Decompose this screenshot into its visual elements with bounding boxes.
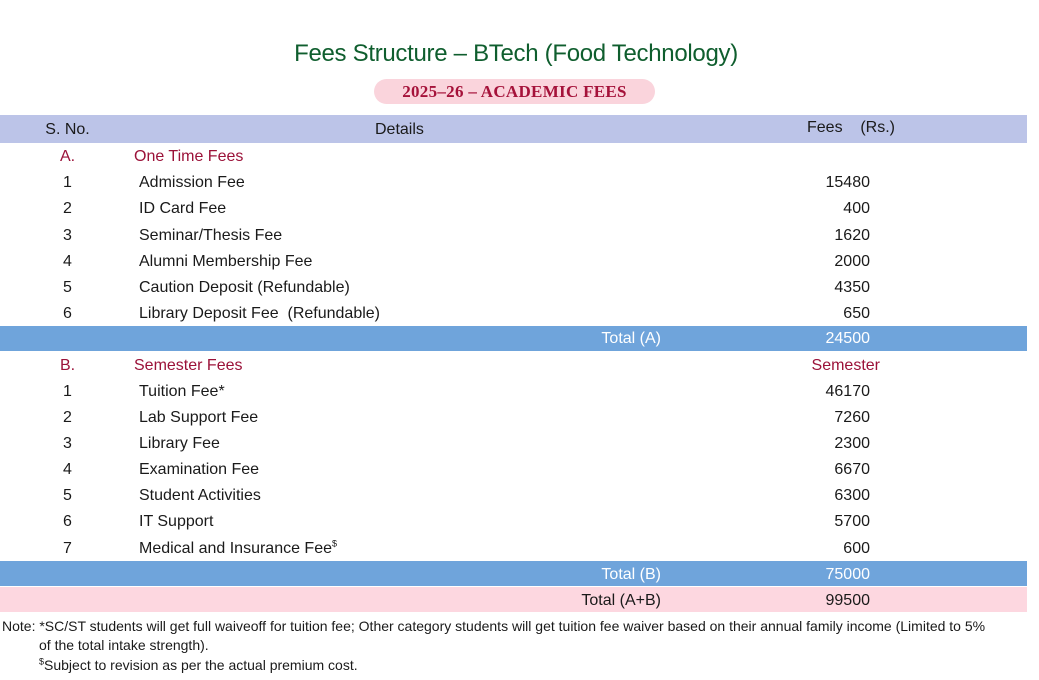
section-a-title: One Time Fees [134, 148, 244, 165]
total-b-band [0, 561, 1027, 586]
row-sno: 2 [63, 200, 72, 217]
grand-total-label: Total (A+B) [581, 592, 661, 609]
row-fee: 6300 [834, 487, 870, 504]
row-fee: 400 [843, 200, 870, 217]
row-details: Student Activities [139, 487, 261, 504]
row-details: IT Support [139, 513, 214, 530]
row-details-text: Medical and Insurance Fee [139, 540, 332, 557]
row-fee: 1620 [834, 227, 870, 244]
row-details: Caution Deposit (Refundable) [139, 279, 350, 296]
row-sno: 3 [63, 435, 72, 452]
row-details: Admission Fee [139, 174, 245, 191]
row-details: ID Card Fee [139, 200, 227, 217]
note-line-3 [39, 657, 358, 673]
row-fee: 6670 [834, 461, 870, 478]
section-b-label: B. [59, 357, 76, 374]
row-sno: 1 [63, 383, 72, 400]
total-b-label: Total (B) [601, 566, 661, 583]
row-fee: 600 [843, 540, 870, 557]
row-fee: 2000 [834, 253, 870, 270]
row-sno: 2 [63, 409, 72, 426]
page-title: Fees Structure – BTech (Food Technology) [294, 40, 738, 67]
grand-total-value: 99500 [825, 592, 870, 609]
row-details: Lab Support Fee [139, 409, 259, 426]
row-details [139, 540, 337, 558]
row-details: Alumni Membership Fee [139, 253, 313, 270]
note-line-1: Note: *SC/ST students will get full waiveoff for tuition fee; Other category students will get tuition fee waiver based on their annual family income (Limited to 5% [2, 618, 986, 634]
row-details: Seminar/Thesis Fee [139, 227, 283, 244]
header-fees: Fees (Rs.) [807, 119, 896, 136]
row-fee: 5700 [834, 513, 870, 530]
row-fee: 15480 [825, 174, 870, 191]
section-b-column-label: Semester [811, 357, 880, 374]
section-b-title: Semester Fees [134, 357, 243, 374]
section-a-label: A. [59, 148, 76, 165]
row-fee: 7260 [834, 409, 870, 426]
header-sno: S. No. [45, 121, 90, 138]
row-sno: 6 [63, 305, 72, 322]
row-sno: 5 [63, 279, 72, 296]
row-details: Tuition Fee* [139, 383, 225, 400]
row-fee: 2300 [834, 435, 870, 452]
row-sno: 4 [63, 253, 72, 270]
row-fee: 46170 [825, 383, 870, 400]
note-line-2: of the total intake strength). [39, 637, 209, 653]
row-sno: 4 [63, 461, 72, 478]
header-details: Details [375, 121, 424, 138]
total-b-value: 75000 [825, 566, 870, 583]
row-details: Library Fee [139, 435, 220, 452]
footnote-marker: $ [332, 538, 338, 549]
row-sno: 1 [63, 174, 72, 191]
row-fee: 4350 [834, 279, 870, 296]
total-a-label: Total (A) [601, 330, 661, 347]
total-a-band [0, 326, 1027, 351]
row-details: Examination Fee [139, 461, 260, 478]
row-sno: 7 [63, 540, 72, 557]
note-line-3-text: Subject to revision as per the actual premium cost. [44, 657, 358, 673]
row-sno: 5 [63, 487, 72, 504]
row-details: Library Deposit Fee (Refundable) [139, 305, 381, 322]
academic-year-badge: 2025–26 – ACADEMIC FEES [374, 79, 655, 104]
row-sno: 6 [63, 513, 72, 530]
grand-total-band [0, 587, 1027, 612]
row-fee: 650 [843, 305, 870, 322]
footnote-marker: $ [39, 656, 45, 667]
total-a-value: 24500 [825, 330, 870, 347]
row-sno: 3 [63, 227, 72, 244]
